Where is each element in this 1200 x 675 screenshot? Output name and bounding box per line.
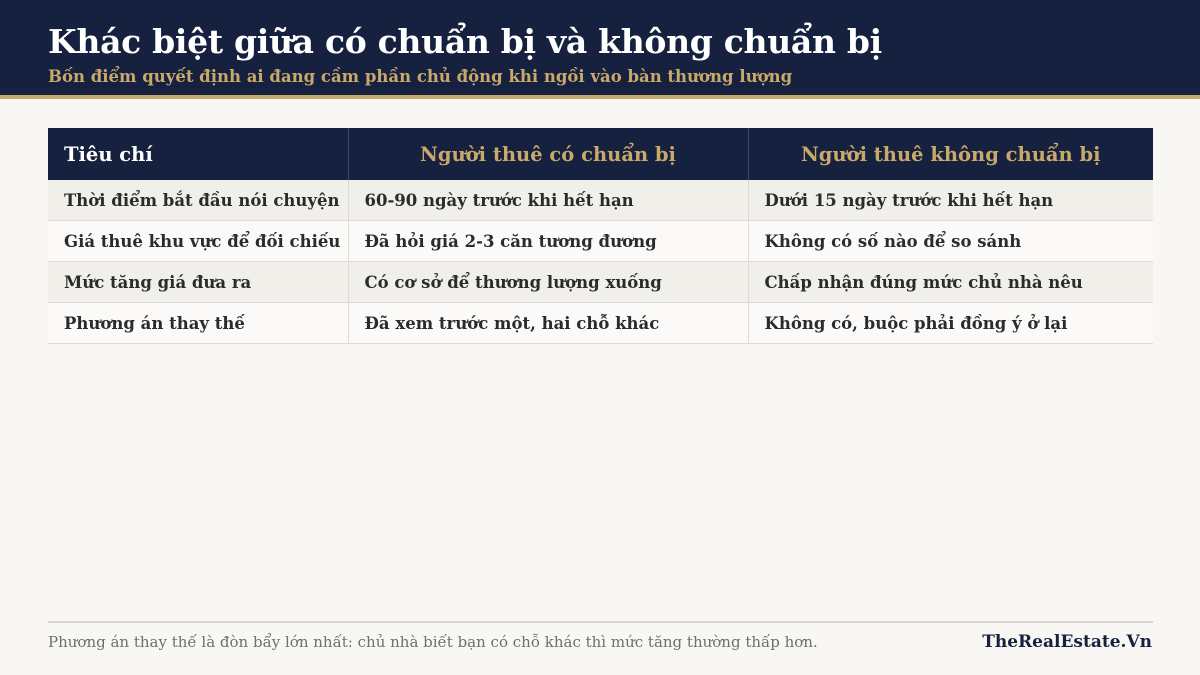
comparison-table	[48, 128, 1153, 344]
column-header-criteria: Tiêu chí	[48, 128, 348, 180]
footnote: Phương án thay thế là đòn bẩy lớn nhất: chủ nhà biết bạn có chỗ khác thì mức tăng thường thấp hơn.	[48, 633, 818, 651]
unprepared-cell: Không có số nào để so sánh	[748, 221, 1153, 262]
column-header-unprepared: Người thuê không chuẩn bị	[748, 128, 1153, 180]
prepared-cell: Đã xem trước một, hai chỗ khác	[348, 303, 748, 344]
criteria-cell: Mức tăng giá đưa ra	[48, 262, 348, 303]
page-subtitle: Bốn điểm quyết định ai đang cầm phần chủ động khi ngồi vào bàn thương lượng	[48, 67, 793, 86]
footer-divider	[48, 621, 1153, 623]
criteria-cell: Phương án thay thế	[48, 303, 348, 344]
table-row	[48, 180, 1153, 221]
unprepared-cell: Không có, buộc phải đồng ý ở lại	[748, 303, 1153, 344]
prepared-cell: Đã hỏi giá 2-3 căn tương đương	[348, 221, 748, 262]
prepared-cell: Có cơ sở để thương lượng xuống	[348, 262, 748, 303]
table-row	[48, 262, 1153, 303]
page-title: Khác biệt giữa có chuẩn bị và không chuẩn bị	[48, 22, 882, 61]
unprepared-cell: Chấp nhận đúng mức chủ nhà nêu	[748, 262, 1153, 303]
column-header-prepared: Người thuê có chuẩn bị	[348, 128, 748, 180]
criteria-cell: Giá thuê khu vực để đối chiếu	[48, 221, 348, 262]
table-header-row	[48, 128, 1153, 180]
table-row	[48, 303, 1153, 344]
criteria-cell: Thời điểm bắt đầu nói chuyện	[48, 180, 348, 221]
header-gold-rule	[0, 95, 1200, 99]
brand-logo-text: TheRealEstate.Vn	[982, 632, 1152, 652]
unprepared-cell: Dưới 15 ngày trước khi hết hạn	[748, 180, 1153, 221]
table-row	[48, 221, 1153, 262]
prepared-cell: 60-90 ngày trước khi hết hạn	[348, 180, 748, 221]
